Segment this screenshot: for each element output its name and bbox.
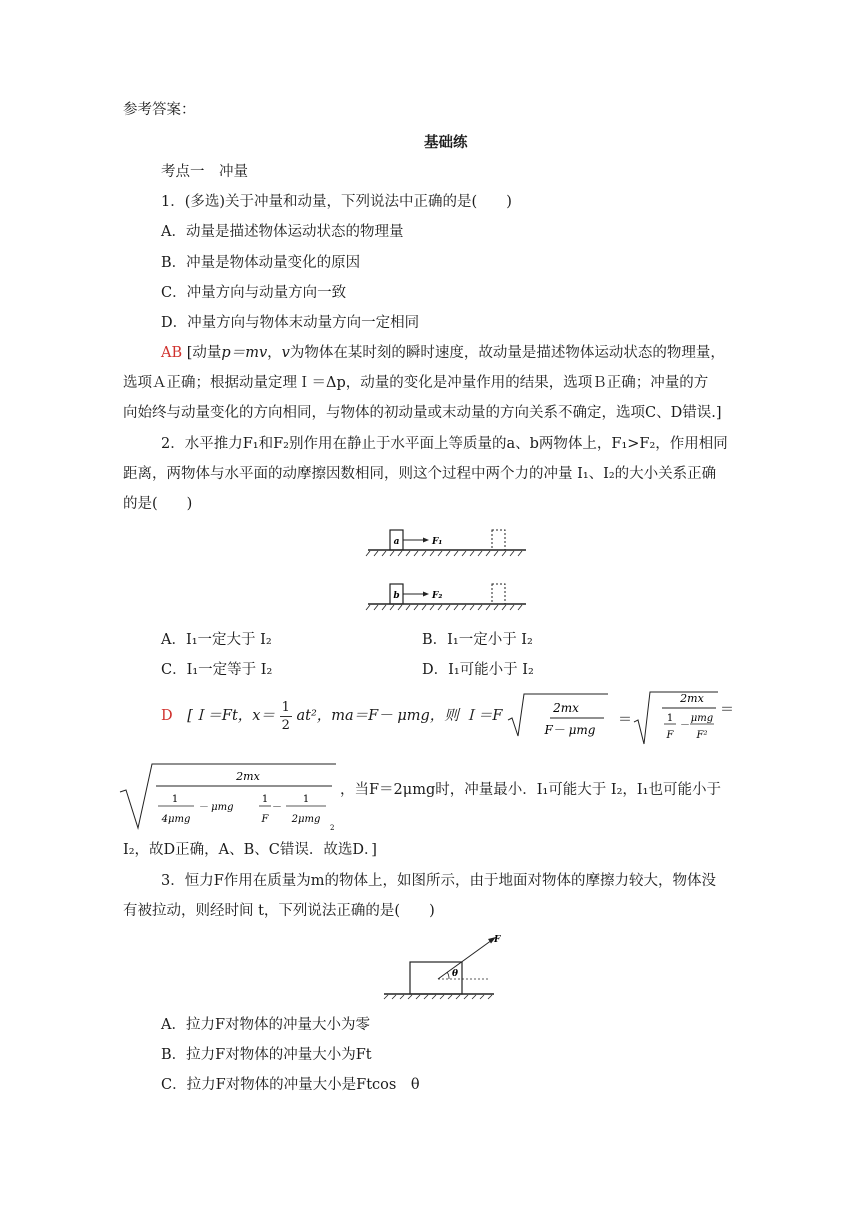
q2-option-b: B．I₁一定小于 I₂ <box>422 632 533 648</box>
svg-text:2μmg: 2μmg <box>291 814 321 825</box>
q1-answer: AB <box>161 345 183 361</box>
q3-option-a: A．拉力F对物体的冲量大小为零 <box>161 1017 371 1033</box>
q1-explanation-line1 <box>161 343 725 363</box>
q1-explanation-line3: 向始终与动量变化的方向相同，与物体的初动量或末动量的方向关系不确定，选项C、D错误.] <box>123 405 722 421</box>
svg-text:F: F <box>261 814 269 825</box>
q3-figure <box>382 930 501 1000</box>
q2-option-a: A．I₁一定大于 I₂ <box>161 632 272 648</box>
q3-stem-line2: 有被拉动，则经时间 t，下列说法正确的是( ) <box>123 903 435 919</box>
q2-explanation-line2: ，当F＝2μmg时，冲量最小．I₁可能大于 I₂，I₁也可能小于 <box>340 782 721 798</box>
block-a-final-position <box>492 530 505 550</box>
q2-answer: D <box>161 708 173 724</box>
svg-text:2mx: 2mx <box>680 692 704 705</box>
q2-sqrt3 <box>120 758 350 832</box>
svg-text:2: 2 <box>330 824 335 832</box>
block-b-final-position <box>492 584 505 604</box>
q1-option-d: D．冲量方向与物体末动量方向一定相同 <box>161 315 420 331</box>
svg-text:－ μmg: － μmg <box>198 802 234 813</box>
q1-option-b: B．冲量是物体动量变化的原因 <box>161 255 361 271</box>
q2-stem-line1: 2．水平推力F₁和F₂别作用在静止于水平面上等质量的a、b两物体上，F₁>F₂，作用相同 <box>161 436 728 452</box>
svg-text:＝: ＝ <box>720 702 734 718</box>
svg-text:F²: F² <box>696 730 708 741</box>
q1-exp-text: 为物体在某时刻的瞬时速度，故动量是描述物体运动状态的物理量， <box>289 345 725 361</box>
svg-text:μmg: μmg <box>690 713 714 724</box>
force-f2-label: F₂ <box>432 591 443 601</box>
q2-option-d: D．I₁可能小于 I₂ <box>422 662 534 678</box>
angle-theta-label: θ <box>452 969 459 979</box>
q1-exp-var: v <box>281 345 290 361</box>
q2-figure <box>362 522 534 614</box>
svg-text:－: － <box>680 720 690 731</box>
q1-option-c: C．冲量方向与动量方向一致 <box>161 285 347 301</box>
q1-exp-text: [动量 <box>186 345 222 361</box>
force-f1-label: F₁ <box>432 537 443 547</box>
q3-stem-line1: 3．恒力F作用在质量为m的物体上，如图所示，由于地面对物体的摩擦力较大，物体没 <box>161 873 717 889</box>
svg-text:1: 1 <box>171 794 179 805</box>
svg-text:1: 1 <box>302 794 310 805</box>
q2-sqrt2-content <box>650 688 734 750</box>
svg-text:1: 1 <box>666 713 674 724</box>
svg-text:1: 1 <box>261 794 269 805</box>
force-f-label: F <box>494 935 501 945</box>
topic-heading: 考点一 冲量 <box>161 164 248 180</box>
q2-explanation-line3: I₂，故D正确，A、B、C错误．故选D．] <box>123 842 377 858</box>
block-a-label: a <box>393 537 400 547</box>
q2-option-c: C．I₁一定等于 I₂ <box>161 662 273 678</box>
q2-stem-line3: 的是( ) <box>123 496 193 512</box>
q2-stem-line2: 距离，两物体与水平面的动摩擦因数相同，则这个过程中两个力的冲量 I₁、I₂的大小关系正确 <box>123 466 717 482</box>
fraction-half: $\frac{1}{2}$ <box>281 699 290 733</box>
q1-explanation-line2: 选项Ａ正确；根据动量定理Ｉ＝Δp，动量的变化是冲量作用的结果，选项Ｂ正确；冲量的方 <box>123 375 709 391</box>
svg-text:4μmg: 4μmg <box>161 814 191 825</box>
svg-text:F－ μmg: F－ μmg <box>544 723 596 737</box>
q3-option-c: C．拉力F对物体的冲量大小是Ftcos θ <box>161 1077 420 1093</box>
q1-exp-formula: p＝mv <box>221 345 268 361</box>
q1-option-a: A．动量是描述物体运动状态的物理量 <box>161 224 404 240</box>
answer-header: 参考答案： <box>123 102 196 118</box>
svg-text:2mx: 2mx <box>236 770 260 783</box>
section-title: 基础练 <box>424 134 468 151</box>
svg-text:－: － <box>272 802 282 813</box>
q1-stem: 1．(多选)关于冲量和动量，下列说法中正确的是( ) <box>161 194 512 210</box>
q2-exp-text: [Ｉ＝Ft，x＝ <box>187 708 275 724</box>
q1-exp-text: ， <box>267 345 282 361</box>
svg-text:F: F <box>666 730 674 741</box>
q3-option-b: B．拉力F对物体的冲量大小为Ft <box>161 1047 372 1063</box>
q2-exp-text: at²，ma＝F－ μmg，则 Ｉ＝F <box>296 708 503 724</box>
block-b-label: b <box>393 591 400 601</box>
q2-explanation-line1 <box>161 698 502 734</box>
svg-text:＝: ＝ <box>618 712 632 728</box>
svg-text:2mx: 2mx <box>553 701 579 715</box>
